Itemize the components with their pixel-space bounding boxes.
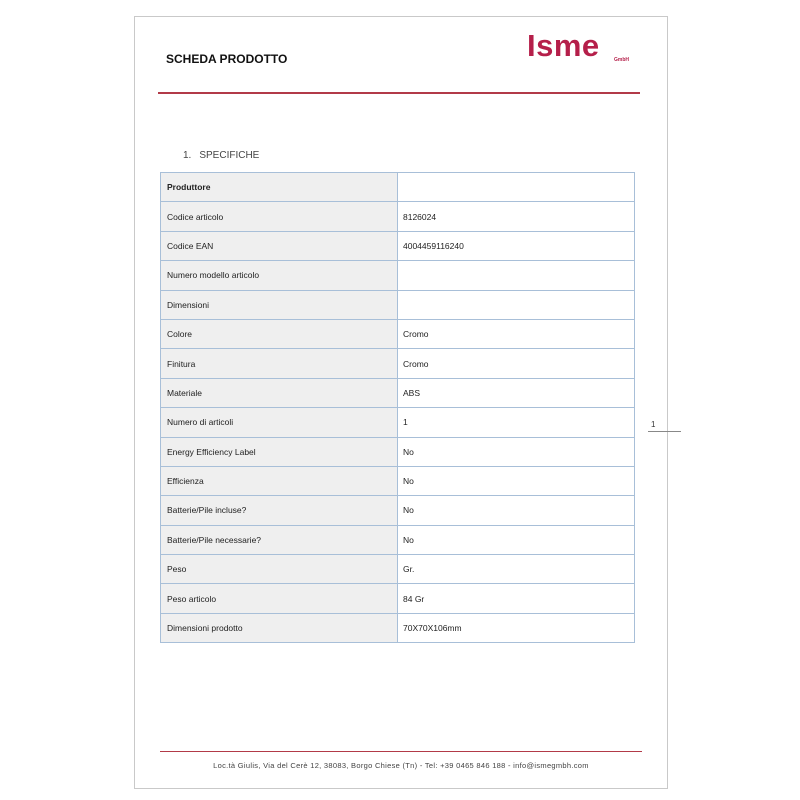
spec-value (398, 261, 635, 290)
spec-value: Cromo (398, 319, 635, 348)
spec-label: Colore (161, 319, 398, 348)
section-heading (183, 150, 259, 161)
margin-page-number: 1 (651, 420, 656, 429)
table-row (161, 613, 635, 642)
table-row (161, 437, 635, 466)
spec-label: Produttore (161, 173, 398, 202)
spec-value: ABS (398, 378, 635, 407)
table-row (161, 378, 635, 407)
spec-label: Peso (161, 555, 398, 584)
spec-label: Finitura (161, 349, 398, 378)
spec-value: 4004459116240 (398, 231, 635, 260)
spec-label: Batterie/Pile incluse? (161, 496, 398, 525)
spec-value: No (398, 437, 635, 466)
spec-value: 8126024 (398, 202, 635, 231)
table-row (161, 349, 635, 378)
table-row (161, 584, 635, 613)
table-row (161, 173, 635, 202)
table-row (161, 525, 635, 554)
spec-label: Numero di articoli (161, 408, 398, 437)
section-title: SPECIFICHE (199, 150, 260, 161)
spec-label: Dimensioni (161, 290, 398, 319)
spec-label: Codice articolo (161, 202, 398, 231)
footer-divider (160, 751, 642, 752)
margin-marker-line (648, 431, 681, 432)
spec-value: Gr. (398, 555, 635, 584)
spec-label: Batterie/Pile necessarie? (161, 525, 398, 554)
spec-value: No (398, 525, 635, 554)
spec-label: Materiale (161, 378, 398, 407)
section-number: 1. (183, 150, 192, 161)
table-row (161, 290, 635, 319)
footer-address: Loc.tà Giulis, Via del Cerè 12, 38083, Borgo Chiese (Tn) - Tel: +39 0465 846 188 - info@ismegmbh.com (213, 761, 589, 770)
spec-value: No (398, 496, 635, 525)
spec-value: 70X70X106mm (398, 613, 635, 642)
table-row (161, 408, 635, 437)
company-logo: Isme (527, 28, 600, 63)
spec-value (398, 173, 635, 202)
table-row (161, 496, 635, 525)
table-row (161, 202, 635, 231)
spec-value: No (398, 466, 635, 495)
spec-label: Numero modello articolo (161, 261, 398, 290)
spec-label: Energy Efficiency Label (161, 437, 398, 466)
spec-label: Dimensioni prodotto (161, 613, 398, 642)
table-row (161, 555, 635, 584)
table-row (161, 319, 635, 348)
spec-value: Cromo (398, 349, 635, 378)
company-logo-subtitle: GmbH (614, 57, 629, 63)
table-row (161, 261, 635, 290)
spec-value: 1 (398, 408, 635, 437)
table-row (161, 466, 635, 495)
spec-label: Peso articolo (161, 584, 398, 613)
document-title: SCHEDA PRODOTTO (166, 52, 288, 66)
spec-value (398, 290, 635, 319)
spec-label: Efficienza (161, 466, 398, 495)
spec-label: Codice EAN (161, 231, 398, 260)
spec-table (160, 172, 635, 643)
table-row (161, 231, 635, 260)
spec-value: 84 Gr (398, 584, 635, 613)
header-divider (158, 92, 640, 94)
